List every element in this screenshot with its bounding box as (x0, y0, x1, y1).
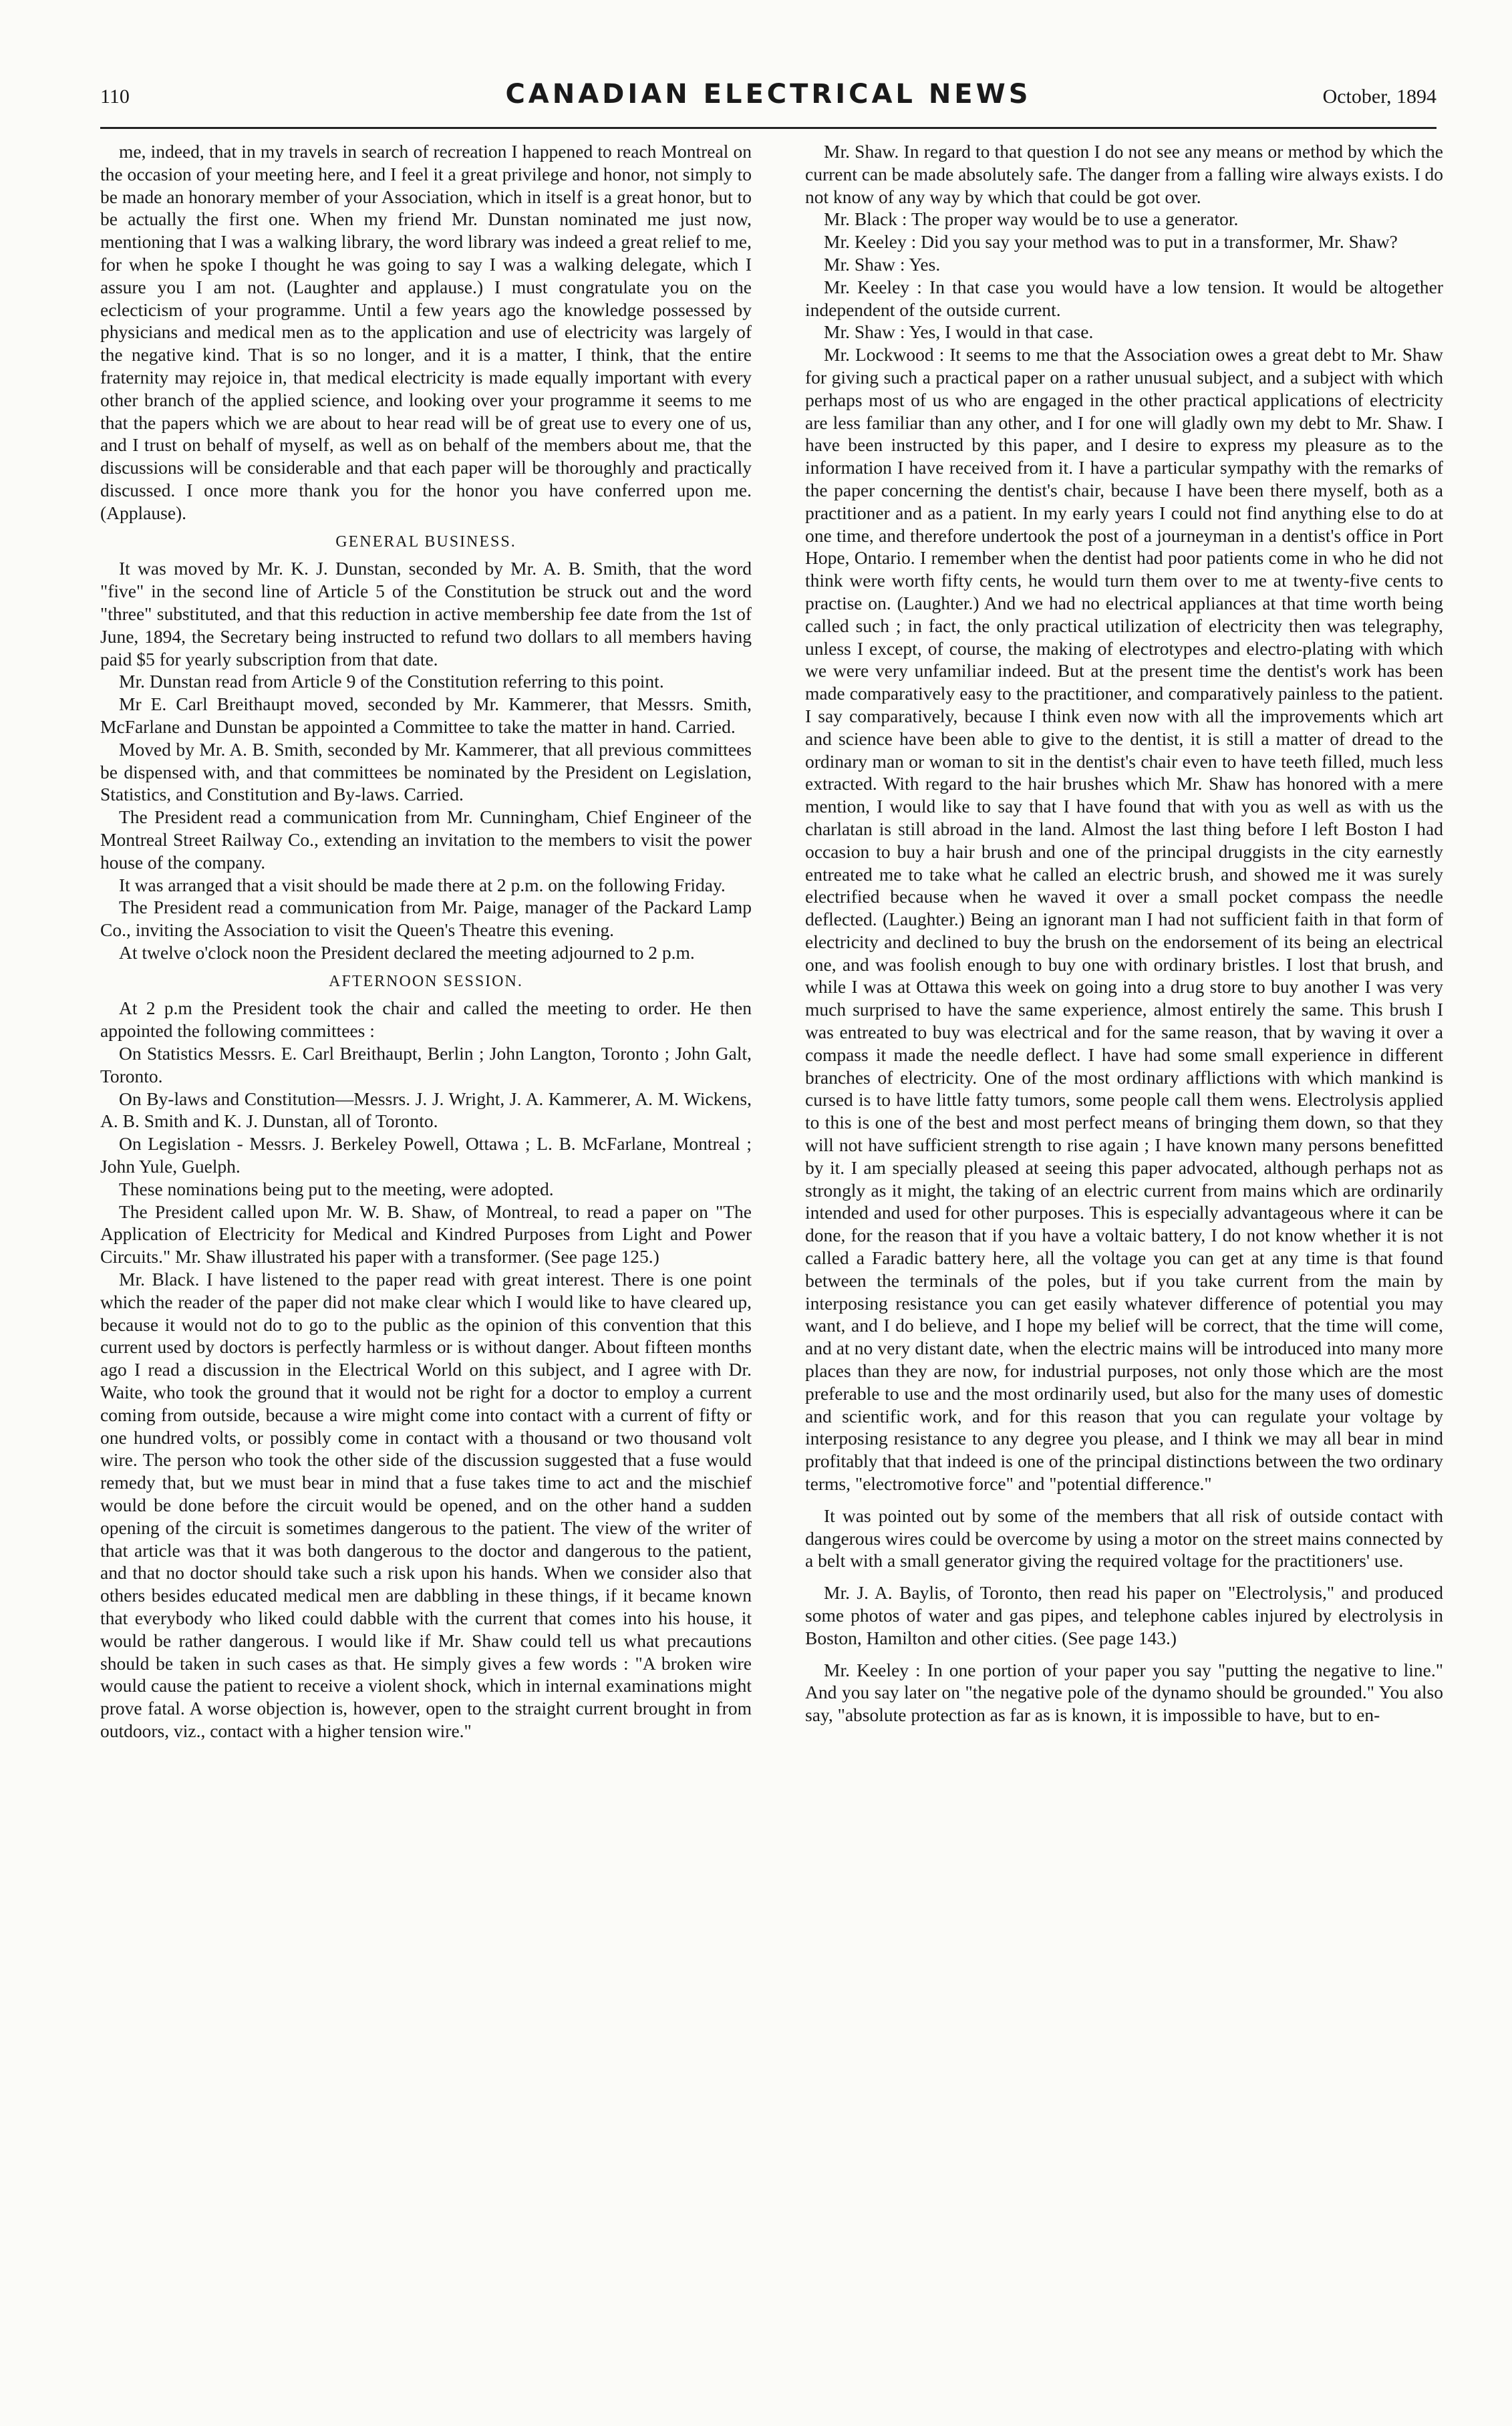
paragraph: On By-laws and Constitution—Messrs. J. J. Wright, J. A. Kammerer, A. M. Wickens, A. B. Smith and K. J. Dunstan, all of Toronto. (100, 1088, 752, 1132)
paragraph: Moved by Mr. A. B. Smith, seconded by Mr. Kammerer, that all previous committees be dispensed with, and that committees be nominated by the President on Legislation, Statistics, and Constitution and By-laws. Carried. (100, 738, 752, 805)
paragraph: The President read a communication from Mr. Paige, manager of the Packard Lamp Co., inviting the Association to visit the Queen's Theatre this evening. (100, 897, 752, 941)
masthead-title: CANADIAN ELECTRICAL NEWS (505, 79, 1032, 110)
right-column (805, 140, 1443, 2385)
paragraph: On Statistics Messrs. E. Carl Breithaupt, Berlin ; John Langton, Toronto ; John Galt, Toronto. (100, 1043, 752, 1086)
paragraph: At twelve o'clock noon the President declared the meeting adjourned to 2 p.m. (119, 941, 695, 963)
page-header (100, 79, 1437, 126)
paragraph: Mr. Shaw. In regard to that question I do not see any means or method by which the current can be made absolutely safe. The danger from a falling wire always exists. I do not know of any way by which that could be got over. (805, 141, 1443, 207)
issue-date: October, 1894 (1322, 86, 1437, 108)
paragraph: Mr. Keeley : In one portion of your paper you say "putting the negative to line." And you say later on "the negative pole of the dynamo should be grounded." You also say, "absolute protection as far as is known, it is impossible to have, but to en- (805, 1659, 1443, 1726)
section-heading: GENERAL BUSINESS. (335, 533, 516, 551)
paragraph: Mr. Black. I have listened to the paper read with great interest. There is one point which the reader of the paper did not make clear which I would like to have cleared up, because it would not do to go to the public as the opinion of this convention that this current used by doctors is perfectly harmless or is without danger. About fifteen months ago I read a discussion in the Electrical World on this subject, and I agree with Dr. Waite, who took the ground that it would not be right for a doctor to employ a current coming from outside, because a wire might come into contact with a current of fifty or one hundred volts, or possibly come in contact with a thousand or two thousand volt wire. The person who took the other side of the discussion suggested that a fuse would remedy that, but we must bear in mind that a fuse takes time to act and the mischief would be done before the circuit would be opened, and on the other hand a sudden opening of the circuit is sometimes dangerous to the patient. The view of the writer of that article was that it was both dangerous to the doctor and dangerous to the patient, and that no doctor should take such a risk upon his hands. When we consider also that others besides educated medical men are dabbling in these things, if it became known that everybody who liked could dabble with the current that comes into his house, it would be rather dangerous. I would like if Mr. Shaw could tell us what precautions should be taken in such cases as that. He simply gives a few words : "A broken wire would cause the patient to receive a violent shock, which in internal examinations might prove fatal. A worse objection is, however, open to the straight current brought in from outdoors, viz., contact with a higher tension wire." (100, 1269, 752, 1741)
paragraph: It was pointed out by some of the members that all risk of outside contact with dangerous wires could be overcome by using a motor on the street mains connected by a belt with a small generator giving the required voltage for the practitioners' use. (805, 1505, 1443, 1571)
paragraph: The President called upon Mr. W. B. Shaw, of Montreal, to read a paper on "The Application of Electricity for Medical and Kindred Purposes from Light and Power Circuits." Mr. Shaw illustrated his paper with a transformer. (See page 125.) (100, 1201, 752, 1267)
page-number: 110 (100, 86, 130, 108)
paragraph: Mr. Shaw : Yes. (824, 253, 941, 275)
paragraph: Mr. Black : The proper way would be to use a generator. (824, 208, 1239, 230)
paragraph: Mr. Shaw : Yes, I would in that case. (824, 321, 1094, 343)
paragraph: Mr. J. A. Baylis, of Toronto, then read his paper on "Electrolysis," and produced some photos of water and gas pipes, and telephone cables injured by electrolysis in Boston, Hamilton and other cities. (See page 143.) (805, 1582, 1443, 1648)
paragraph: Mr. Keeley : Did you say your method was to put in a transformer, Mr. Shaw? (824, 231, 1398, 253)
paragraph: It was moved by Mr. K. J. Dunstan, seconded by Mr. A. B. Smith, that the word "five" in the second line of Article 5 of the Constitution be struck out and the word "three" substituted, and that this reduction in active membership fee date from the 1st of June, 1894, the Secretary being instructed to refund two dollars to all members having paid $5 for yearly subscription from that date. (100, 558, 752, 669)
paragraph: me, indeed, that in my travels in search of recreation I happened to reach Montreal on the occasion of your meeting here, and I feel it a great privilege and honor, not simply to be made an honorary member of your Association, which in itself is a great honor, but to be actually the first one. When my friend Mr. Dunstan nominated me just now, mentioning that I was a walking library, the word library was indeed a great relief to me, for when he spoke I thought he was going to say I was a walking delegate, which I assure you I am not. (Laughter and applause.) I must congratulate you on the eclecticism of your programme. Until a few years ago the knowledge possessed by physicians and medical men as to the application and use of electricity was largely of the negative kind. That is so no longer, and it is a matter, I think, that the entire fraternity may rejoice in, that medical electricity is made equally important with every other branch of the applied science, and looking over your programme it seems to me that the papers which we are about to hear read will be of great use to every one of us, and I trust on behalf of myself, as well as on behalf of the members about me, that the discussions will be considerable and that each paper will be thoroughly and practically discussed. I once more thank you for the honor you have conferred upon me. (Applause). (100, 141, 752, 523)
section-heading: AFTERNOON SESSION. (329, 972, 523, 990)
header-rule (100, 127, 1437, 129)
paragraph: It was arranged that a visit should be made there at 2 p.m. on the following Friday. (119, 874, 726, 895)
left-column (100, 140, 752, 2385)
paragraph: At 2 p.m the President took the chair and called the meeting to order. He then appointed the following committees : (100, 998, 752, 1042)
paragraph: These nominations being put to the meeting, were adopted. (119, 1178, 554, 1199)
paragraph: Mr. Lockwood : It seems to me that the Association owes a great debt to Mr. Shaw for giving such a practical paper on a rather unusual subject, and a subject with which perhaps most of us who are engaged in the other practical applications of electricity are less familiar than any other, and I for one will gladly own my debt to Mr. Shaw. I have been instructed by this paper, and I desire to express my pleasure as to the information I have received from it. I have a particular sympathy with the remarks of the paper concerning the dentist's chair, because I have been there myself, both as a practitioner and as a patient. In my early years I could not find anything else to do at one time, and therefore undertook the post of a journeyman in a dentist's office in Port Hope, Ontario. I remember when the dentist had poor patients come in who he did not think were worth fifty cents, he would turn them over to me at twenty-five cents to practise on. (Laughter.) And we had no electrical appliances at that time worth being called such ; in fact, the only practical utilization of electricity then was telegraphy, unless I except, of course, the making of electrotypes and electro-plating with which we were very unfamiliar indeed. But at the present time the dentist's work has been made comparatively easy to the practitioner, and comparatively painless to the patient. I say comparatively, because I think even now with all the improvements which art and science have been able to give to the dentist, it is still a matter of dread to the ordinary man or woman to sit in the dentist's chair even to have teeth filled, much less extracted. With regard to the hair brushes which Mr. Shaw has honored with a mere mention, I would like to say that I have found that with you as well as with us the charlatan is still abroad in the land. Almost the last thing before I left Boston I had occasion to buy a hair brush and one of the principal druggists in the city earnestly entreated me to take what he called an electric brush, and showed me it was surely electrified because when he waved it over a small pocket compass the needle deflected. (Laughter.) Being an ignorant man I had not sufficient faith in that form of electricity and declined to buy the brush on the endorsement of its being an electrical one, and was foolish enough to buy one with ordinary bristles. I lost that brush, and while I was at Ottawa this week on going into a drug store to buy another I was very much surprised to have the same experience, almost entirely the same. This brush I was entreated to buy was electrical and for the same reason, that by waving it over a compass it made the needle deflect. I have had some small experience in different branches of electricity. One of the most ordinary afflictions with which mankind is cursed is to have little fatty tumors, some people call them wens. Electrolysis applied to this is one of the best and most perfect means of bringing them down, so that they will not have sufficient strength to rise again ; I have known many persons benefitted by it. I am specially pleased at seeing this paper advocated, although perhaps not as strongly as it might, the taking of an electric current from mains which are ordinarily intended and used for other purposes. This is especially advantageous where it can be done, for the reason that if you have a voltaic battery, I do not know whether it is not called a Faradic battery here, all the voltage you can get at any time is that found between the terminals of the poles, but if you take current from the main by interposing resistance you can get easily whatever difference of potential you may want, and I do believe, and I hope my belief will be correct, that the time will come, and at no very distant date, when the electric mains will be introduced into many more places than they are now, for industrial purposes, not only those which are the most preferable to use and the most ordinarily used, but also for the many uses of domestic and scientific work, and for this reason that you can regulate your voltage by interposing resistance to any degree you please, and I think we may all bear in mind profitably that that indeed is one of the principal distinctions between the two ordinary terms, "electromotive force" and "potential difference." (805, 344, 1443, 1495)
paragraph: Mr E. Carl Breithaupt moved, seconded by Mr. Kammerer, that Messrs. Smith, McFarlane and Dunstan be appointed a Committee to take the matter in hand. Carried. (100, 694, 752, 737)
paragraph: On Legislation - Messrs. J. Berkeley Powell, Ottawa ; L. B. McFarlane, Montreal ; John Yule, Guelph. (100, 1133, 752, 1177)
paragraph: Mr. Keeley : In that case you would have a low tension. It would be altogether independent of the outside current. (805, 276, 1443, 320)
paragraph: The President read a communication from Mr. Cunningham, Chief Engineer of the Montreal Street Railway Co., extending an invitation to the members to visit the power house of the company. (100, 806, 752, 873)
paragraph: Mr. Dunstan read from Article 9 of the Constitution referring to this point. (119, 671, 664, 692)
